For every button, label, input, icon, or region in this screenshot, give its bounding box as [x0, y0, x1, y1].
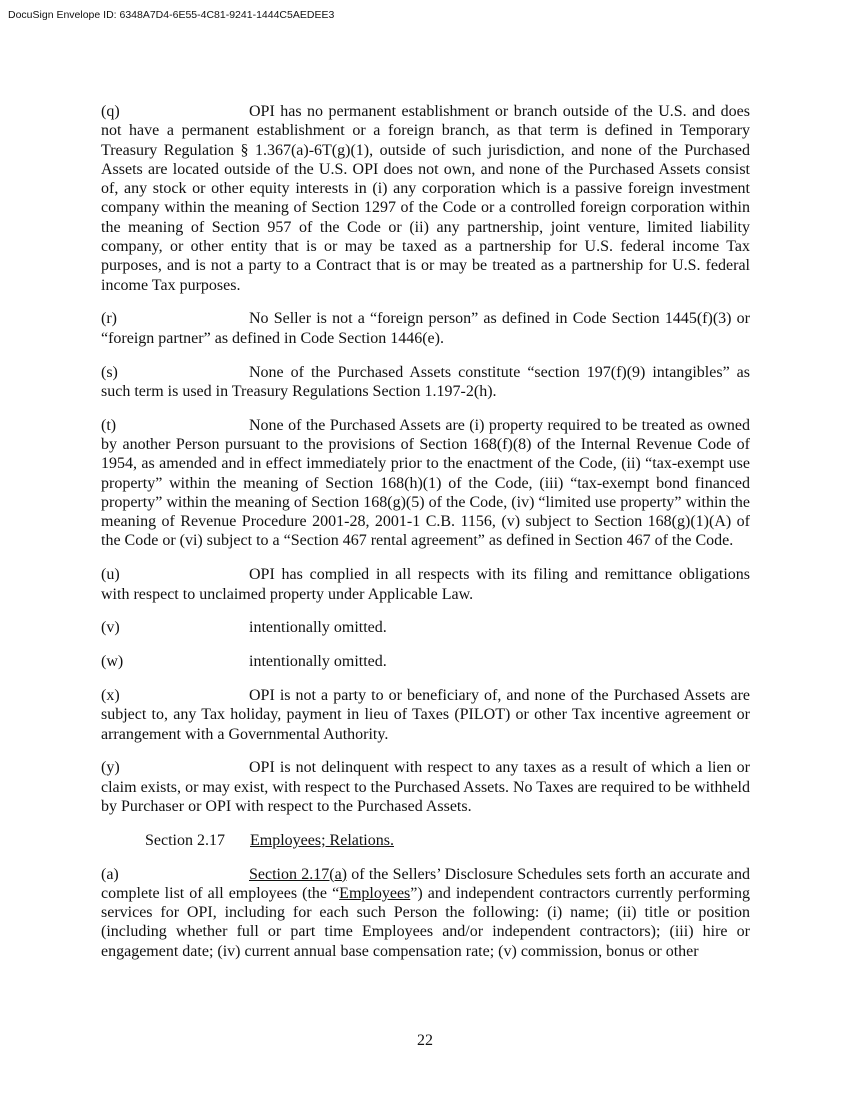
paragraph-label: (v)	[101, 619, 120, 637]
paragraph-text: OPI is not delinquent with respect to any taxes as a result of which a lien or claim exists, or may exist, with respect to the Purchased Assets. No Taxes are required to be withheld by Purchaser or OPI with respect to the Purchased Assets.	[101, 759, 750, 815]
paragraph-w	[101, 652, 750, 671]
paragraph-label: (y)	[101, 759, 120, 777]
section-heading	[145, 831, 750, 850]
paragraph-q	[101, 102, 750, 295]
paragraph-text: OPI has no permanent establishment or branch outside of the U.S. and does not have a permanent establishment or a foreign branch, as that term is defined in Temporary Treasury Regulation § 1.367(a)-6T(g)(1), outside of such jurisdiction, and none of the Purchased Assets are located outside of the U.S. OPI does not own, and none of the Purchased Assets consist of, any stock or other equity interests in (i) any corporation which is a passive foreign investment company within the meaning of Section 1297 of the Code or a controlled foreign corporation within the meaning of Section 957 of the Code or (ii) any partnership, joint venture, limited liability company, or other entity that is or may be taxed as a partnership for U.S. federal income Tax purposes, and is not a party to a Contract that is or may be treated as a partnership for U.S. federal income Tax purposes.	[101, 103, 750, 294]
paragraph-t	[101, 416, 750, 551]
paragraph-label: (t)	[101, 416, 117, 434]
paragraph-v	[101, 618, 750, 637]
paragraph-text: intentionally omitted.	[249, 619, 387, 637]
paragraph-label: (s)	[101, 363, 118, 381]
defined-term: Employees	[339, 884, 411, 902]
paragraph-a	[101, 865, 750, 961]
paragraph-x	[101, 686, 750, 744]
paragraph-s	[101, 363, 750, 402]
section-reference: Section 2.17(a)	[249, 865, 348, 883]
envelope-id: DocuSign Envelope ID: 6348A7D4-6E55-4C81-9241-1444C5AEDEE3	[8, 9, 335, 21]
paragraph-text: OPI is not a party to or beneficiary of, and none of the Purchased Assets are subject to, any Tax holiday, payment in lieu of Taxes (PILOT) or other Tax incentive agreement or arrangement with a Governmental Authority.	[101, 686, 750, 743]
paragraph-label: (u)	[101, 566, 120, 584]
paragraph-u	[101, 565, 750, 604]
section-number: Section 2.17	[145, 831, 225, 849]
paragraph-text: None of the Purchased Assets constitute “section 197(f)(9) intangibles” as such term is used in Treasury Regulations Section 1.197-2(h).	[101, 363, 750, 400]
document-body	[101, 102, 750, 975]
paragraph-text: OPI has complied in all respects with its filing and remittance obligations with respect to unclaimed property under Applicable Law.	[101, 566, 750, 603]
paragraph-text: of the Sellers’ Disclosure Schedules sets forth an accurate and complete list of all employees (the “	[101, 865, 751, 902]
paragraph-label: (x)	[101, 686, 120, 704]
paragraph-text: None of the Purchased Assets are (i) property required to be treated as owned by another Person pursuant to the provisions of Section 168(f)(8) of the Internal Revenue Code of 1954, as amended and in effect immediately prior to the enactment of the Code, (ii) “tax-exempt use property” within the meaning of Section 168(h)(1) of the Code, (iii) “tax-exempt bond financed property” within the meaning of Section 168(g)(5) of the Code, (iv) “limited use property” within the meaning of Revenue Procedure 2001-28, 2001-1 C.B. 1156, (v) subject to Section 168(g)(1)(A) of the Code or (vi) subject to a “Section 467 rental agreement” as defined in Section 467 of the Code.	[101, 416, 750, 550]
paragraph-label: (q)	[101, 103, 120, 120]
paragraph-y	[101, 758, 750, 816]
section-title: Employees; Relations.	[250, 831, 394, 849]
page-number: 22	[417, 1032, 433, 1049]
paragraph-text-continued: ”) and independent contractors currently performing services for OPI, including for each such Person the following: (i) name; (ii) title or position (including whether full or part time Employees and/or independent contractors); (iii) hire or engagement date; (iv) current annual base compensation rate; (v) commission, bonus or other	[101, 884, 751, 960]
paragraph-label: (a)	[101, 865, 119, 883]
paragraph-text: No Seller is not a “foreign person” as defined in Code Section 1445(f)(3) or “foreign partner” as defined in Code Section 1446(e).	[101, 310, 750, 347]
paragraph-label: (w)	[101, 653, 124, 671]
paragraph-r	[101, 309, 750, 348]
paragraph-text: intentionally omitted.	[249, 653, 387, 671]
paragraph-label: (r)	[101, 310, 117, 328]
